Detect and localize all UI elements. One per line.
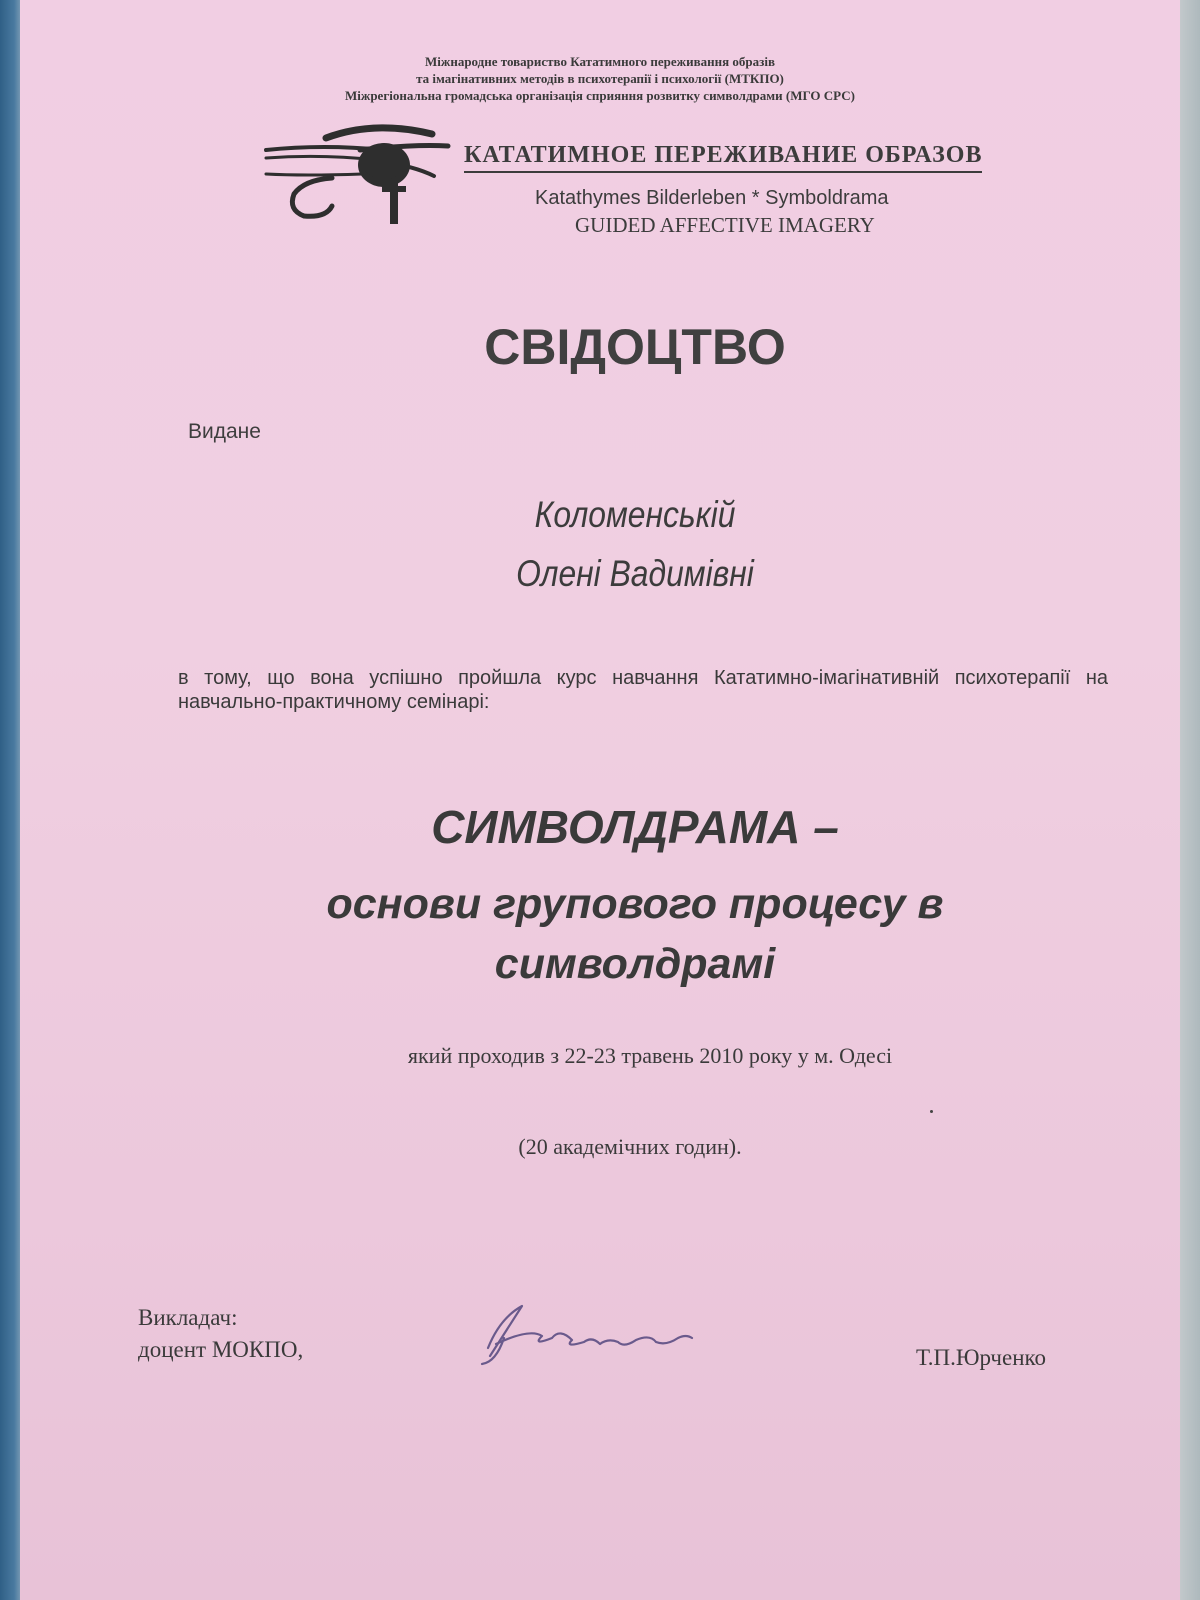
method-title-russian: КАТАТИМНОЕ ПЕРЕЖИВАНИЕ ОБРАЗОВ <box>464 142 982 173</box>
eye-of-horus-icon <box>264 120 454 232</box>
recipient-given-names: Олені Вадимівні <box>516 553 754 594</box>
teacher-title: доцент МОКПО, <box>138 1337 304 1362</box>
handwritten-signature <box>460 1298 710 1368</box>
teacher-block <box>138 1302 303 1366</box>
org-line-3: Міжрегіональна громадська організація сприяння розвитку символдрами (МГО СРС) <box>345 88 855 103</box>
course-hours: (20 академічних годин). <box>518 1134 742 1159</box>
issued-label: Видане <box>188 420 261 443</box>
org-line-2: та імагінативних методів в психотерапії і психології (МТКПО) <box>416 71 784 86</box>
signer-name: Т.П.Юрченко <box>916 1345 1047 1370</box>
recipient-surname: Коломенській <box>534 494 736 535</box>
course-title-line-2: основи групового процесу в <box>326 880 944 928</box>
certificate-heading: СВІДОЦТВО <box>484 319 786 375</box>
course-statement: в тому, що вона успішно пройшла курс навчання Кататимно-імагінативній психотерапії на навчально-практичному семінарі: <box>178 667 1108 713</box>
course-title-line-3: символдрамі <box>494 940 776 988</box>
course-title-line-1: СИМВОЛДРАМА – <box>431 801 839 853</box>
org-line-1: Міжнародне товариство Кататимного переживання образів <box>425 54 775 69</box>
certificate-sheet <box>20 0 1180 1600</box>
course-dates: який проходив з 22-23 травень 2010 року у м. Одесі <box>407 1043 893 1068</box>
method-title-english: GUIDED AFFECTIVE IMAGERY <box>575 213 875 237</box>
stray-dot <box>930 1110 933 1113</box>
method-title-german: Katathymes Bilderleben * Symboldrama <box>535 187 889 209</box>
teacher-label: Викладач: <box>138 1305 238 1330</box>
